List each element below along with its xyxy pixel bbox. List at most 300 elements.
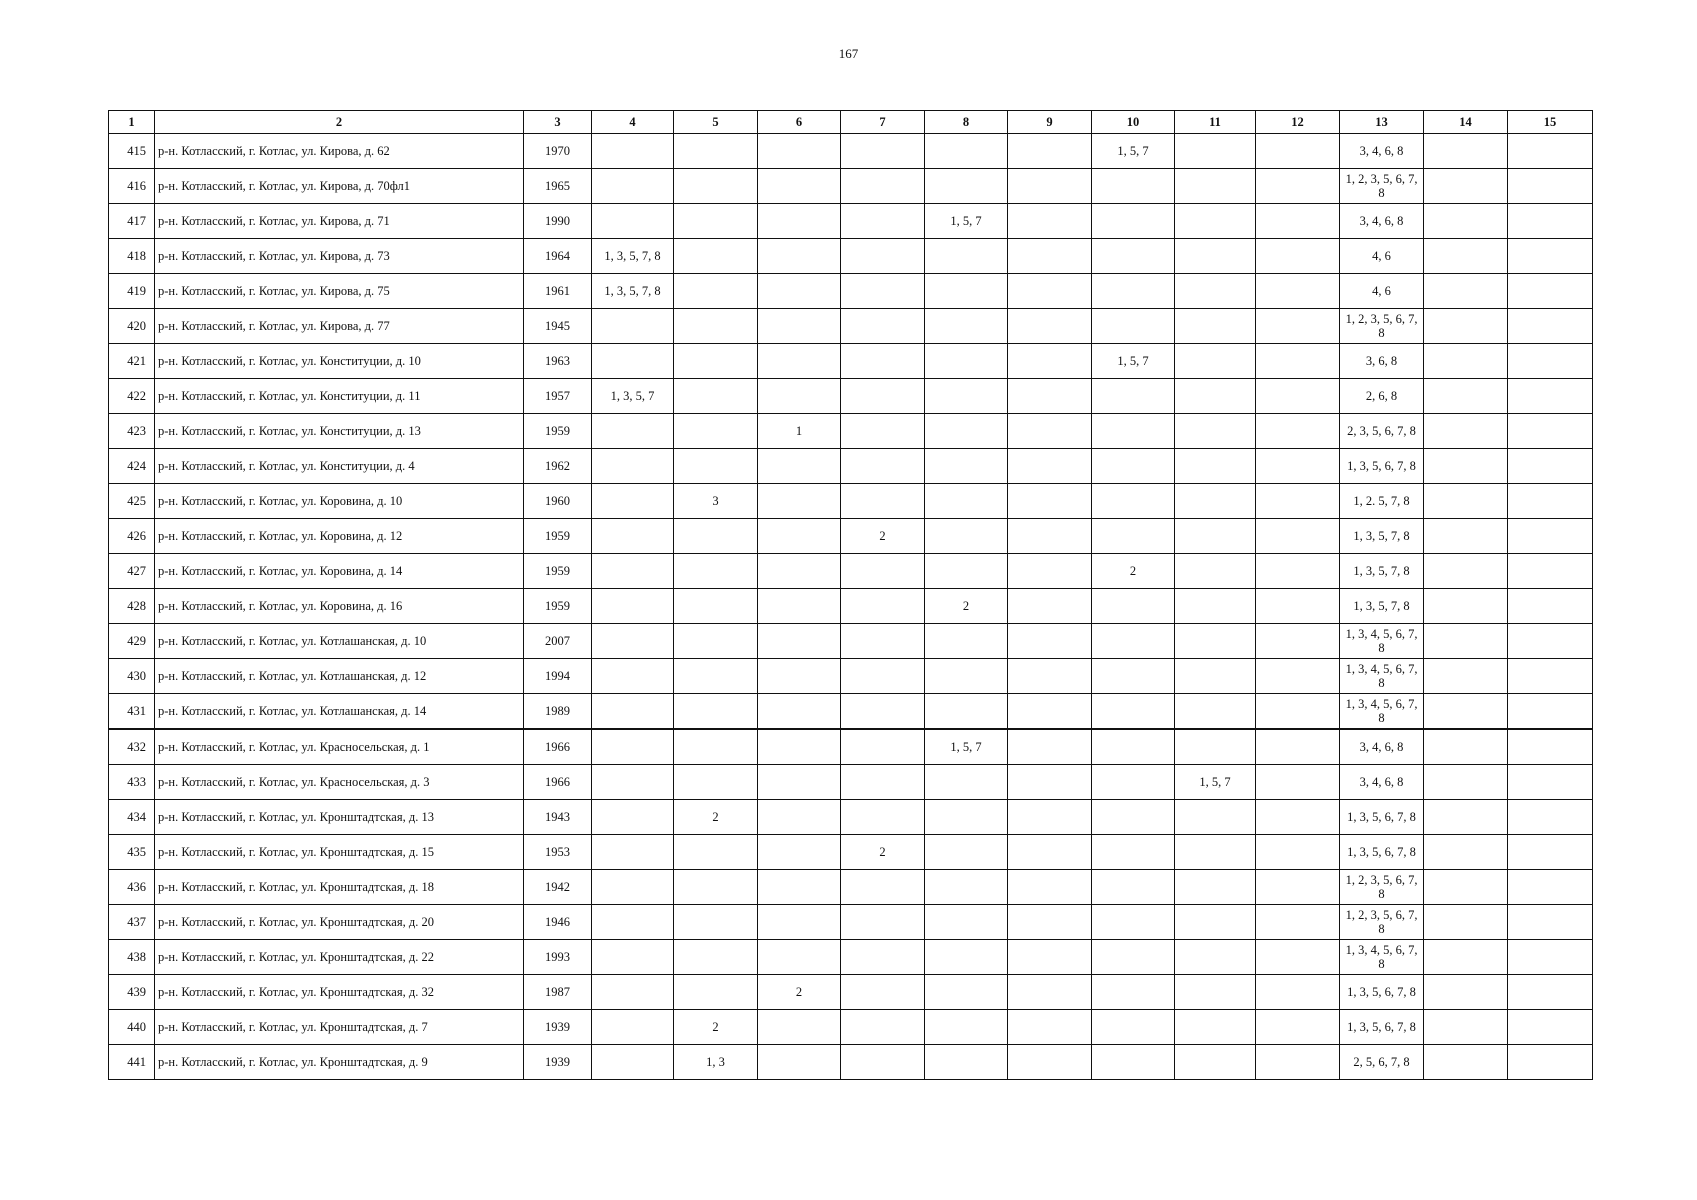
- cell-col-12: [1256, 414, 1340, 449]
- cell-col-15: [1508, 484, 1593, 519]
- cell-col-10: [1092, 870, 1175, 905]
- cell-col-9: [1008, 800, 1092, 835]
- cell-col-6: [758, 1010, 841, 1045]
- cell-col-9: [1008, 589, 1092, 624]
- cell-col-2: р-н. Котласский, г. Котлас, ул. Кирова, д. 77: [155, 309, 524, 344]
- cell-col-6: [758, 169, 841, 204]
- cell-col-13: 1, 3, 4, 5, 6, 7, 8: [1340, 940, 1424, 975]
- cell-col-15: [1508, 905, 1593, 940]
- cell-col-4: [592, 835, 674, 870]
- cell-col-14: [1424, 309, 1508, 344]
- cell-col-1: 421: [109, 344, 155, 379]
- cell-col-4: [592, 554, 674, 589]
- table-row: [109, 519, 1593, 554]
- column-header-2: 2: [155, 111, 524, 134]
- cell-col-2: р-н. Котласский, г. Котлас, ул. Конституции, д. 10: [155, 344, 524, 379]
- cell-col-6: [758, 344, 841, 379]
- cell-col-8: [925, 870, 1008, 905]
- cell-col-11: [1175, 729, 1256, 765]
- cell-col-5: 2: [674, 800, 758, 835]
- cell-col-2: р-н. Котласский, г. Котлас, ул. Конституции, д. 4: [155, 449, 524, 484]
- cell-col-1: 415: [109, 134, 155, 169]
- table-row: [109, 975, 1593, 1010]
- cell-col-1: 439: [109, 975, 155, 1010]
- cell-col-10: [1092, 835, 1175, 870]
- cell-col-13: 2, 3, 5, 6, 7, 8: [1340, 414, 1424, 449]
- cell-col-11: [1175, 800, 1256, 835]
- cell-col-14: [1424, 379, 1508, 414]
- cell-col-7: [841, 589, 925, 624]
- cell-col-14: [1424, 694, 1508, 730]
- cell-col-11: [1175, 975, 1256, 1010]
- column-header-12: 12: [1256, 111, 1340, 134]
- cell-col-5: [674, 554, 758, 589]
- cell-col-1: 420: [109, 309, 155, 344]
- cell-col-7: [841, 870, 925, 905]
- table-row: [109, 274, 1593, 309]
- cell-col-5: [674, 414, 758, 449]
- cell-col-5: 1, 3: [674, 1045, 758, 1080]
- cell-col-11: [1175, 204, 1256, 239]
- cell-col-10: [1092, 589, 1175, 624]
- cell-col-10: [1092, 905, 1175, 940]
- cell-col-3: 1962: [524, 449, 592, 484]
- cell-col-4: [592, 729, 674, 765]
- table-row: [109, 134, 1593, 169]
- cell-col-2: р-н. Котласский, г. Котлас, ул. Конституции, д. 11: [155, 379, 524, 414]
- cell-col-5: [674, 519, 758, 554]
- cell-col-14: [1424, 274, 1508, 309]
- cell-col-14: [1424, 835, 1508, 870]
- cell-col-1: 433: [109, 765, 155, 800]
- cell-col-8: [925, 905, 1008, 940]
- cell-col-12: [1256, 239, 1340, 274]
- cell-col-12: [1256, 729, 1340, 765]
- cell-col-4: [592, 975, 674, 1010]
- cell-col-9: [1008, 1045, 1092, 1080]
- cell-col-8: [925, 379, 1008, 414]
- cell-col-1: 418: [109, 239, 155, 274]
- cell-col-15: [1508, 624, 1593, 659]
- cell-col-15: [1508, 765, 1593, 800]
- cell-col-1: 431: [109, 694, 155, 730]
- cell-col-9: [1008, 765, 1092, 800]
- cell-col-13: 2, 6, 8: [1340, 379, 1424, 414]
- cell-col-2: р-н. Котласский, г. Котлас, ул. Коровина, д. 12: [155, 519, 524, 554]
- cell-col-4: [592, 905, 674, 940]
- cell-col-7: [841, 379, 925, 414]
- cell-col-3: 1966: [524, 729, 592, 765]
- cell-col-8: [925, 274, 1008, 309]
- cell-col-1: 422: [109, 379, 155, 414]
- cell-col-3: 1994: [524, 659, 592, 694]
- cell-col-5: [674, 975, 758, 1010]
- cell-col-14: [1424, 800, 1508, 835]
- cell-col-2: р-н. Котласский, г. Котлас, ул. Коровина, д. 10: [155, 484, 524, 519]
- cell-col-13: 3, 4, 6, 8: [1340, 729, 1424, 765]
- cell-col-10: [1092, 379, 1175, 414]
- cell-col-4: [592, 1045, 674, 1080]
- cell-col-6: [758, 940, 841, 975]
- cell-col-2: р-н. Котласский, г. Котлас, ул. Конституции, д. 13: [155, 414, 524, 449]
- cell-col-15: [1508, 729, 1593, 765]
- cell-col-8: [925, 239, 1008, 274]
- cell-col-1: 440: [109, 1010, 155, 1045]
- cell-col-6: [758, 624, 841, 659]
- cell-col-5: [674, 134, 758, 169]
- cell-col-8: [925, 835, 1008, 870]
- cell-col-15: [1508, 449, 1593, 484]
- cell-col-12: [1256, 309, 1340, 344]
- cell-col-6: [758, 134, 841, 169]
- cell-col-9: [1008, 204, 1092, 239]
- cell-col-13: 1, 3, 4, 5, 6, 7, 8: [1340, 694, 1424, 730]
- cell-col-12: [1256, 519, 1340, 554]
- cell-col-11: [1175, 554, 1256, 589]
- cell-col-10: [1092, 449, 1175, 484]
- cell-col-8: [925, 765, 1008, 800]
- cell-col-2: р-н. Котласский, г. Котлас, ул. Красносельская, д. 3: [155, 765, 524, 800]
- cell-col-4: [592, 624, 674, 659]
- cell-col-9: [1008, 414, 1092, 449]
- cell-col-13: 4, 6: [1340, 239, 1424, 274]
- cell-col-7: [841, 940, 925, 975]
- cell-col-13: 4, 6: [1340, 274, 1424, 309]
- cell-col-2: р-н. Котласский, г. Котлас, ул. Кронштадтская, д. 18: [155, 870, 524, 905]
- cell-col-5: [674, 729, 758, 765]
- cell-col-3: 1959: [524, 589, 592, 624]
- cell-col-14: [1424, 1045, 1508, 1080]
- cell-col-1: 436: [109, 870, 155, 905]
- cell-col-8: [925, 624, 1008, 659]
- cell-col-2: р-н. Котласский, г. Котлас, ул. Кронштадтская, д. 32: [155, 975, 524, 1010]
- cell-col-1: 435: [109, 835, 155, 870]
- column-header-14: 14: [1424, 111, 1508, 134]
- cell-col-7: [841, 905, 925, 940]
- cell-col-8: [925, 484, 1008, 519]
- cell-col-2: р-н. Котласский, г. Котлас, ул. Кирова, д. 62: [155, 134, 524, 169]
- cell-col-12: [1256, 975, 1340, 1010]
- cell-col-6: [758, 484, 841, 519]
- table-body: [109, 134, 1593, 1080]
- cell-col-15: [1508, 169, 1593, 204]
- cell-col-1: 424: [109, 449, 155, 484]
- cell-col-9: [1008, 659, 1092, 694]
- table-row: [109, 169, 1593, 204]
- cell-col-14: [1424, 729, 1508, 765]
- cell-col-12: [1256, 379, 1340, 414]
- cell-col-15: [1508, 659, 1593, 694]
- cell-col-11: [1175, 870, 1256, 905]
- cell-col-4: [592, 1010, 674, 1045]
- cell-col-10: [1092, 729, 1175, 765]
- cell-col-7: [841, 1010, 925, 1045]
- cell-col-6: [758, 694, 841, 730]
- table-row: [109, 870, 1593, 905]
- cell-col-1: 416: [109, 169, 155, 204]
- cell-col-9: [1008, 940, 1092, 975]
- cell-col-4: 1, 3, 5, 7, 8: [592, 274, 674, 309]
- cell-col-4: [592, 694, 674, 730]
- cell-col-14: [1424, 765, 1508, 800]
- cell-col-15: [1508, 204, 1593, 239]
- cell-col-8: [925, 169, 1008, 204]
- table-row: [109, 835, 1593, 870]
- cell-col-2: р-н. Котласский, г. Котлас, ул. Коровина, д. 16: [155, 589, 524, 624]
- cell-col-7: [841, 729, 925, 765]
- cell-col-3: 1959: [524, 519, 592, 554]
- cell-col-6: [758, 379, 841, 414]
- cell-col-12: [1256, 554, 1340, 589]
- cell-col-3: 1990: [524, 204, 592, 239]
- cell-col-7: [841, 169, 925, 204]
- cell-col-14: [1424, 975, 1508, 1010]
- cell-col-8: 1, 5, 7: [925, 729, 1008, 765]
- cell-col-13: 1, 3, 5, 6, 7, 8: [1340, 975, 1424, 1010]
- cell-col-9: [1008, 344, 1092, 379]
- cell-col-5: [674, 169, 758, 204]
- cell-col-15: [1508, 519, 1593, 554]
- cell-col-8: 1, 5, 7: [925, 204, 1008, 239]
- cell-col-15: [1508, 694, 1593, 730]
- cell-col-11: [1175, 169, 1256, 204]
- cell-col-4: 1, 3, 5, 7, 8: [592, 239, 674, 274]
- cell-col-10: [1092, 484, 1175, 519]
- table-row: [109, 905, 1593, 940]
- cell-col-3: 1942: [524, 870, 592, 905]
- cell-col-10: [1092, 309, 1175, 344]
- cell-col-1: 429: [109, 624, 155, 659]
- cell-col-1: 426: [109, 519, 155, 554]
- cell-col-9: [1008, 519, 1092, 554]
- cell-col-12: [1256, 589, 1340, 624]
- cell-col-3: 1964: [524, 239, 592, 274]
- cell-col-5: [674, 870, 758, 905]
- address-register-table: [108, 110, 1593, 1080]
- cell-col-12: [1256, 274, 1340, 309]
- cell-col-8: [925, 659, 1008, 694]
- cell-col-13: 1, 2, 3, 5, 6, 7, 8: [1340, 905, 1424, 940]
- cell-col-11: [1175, 414, 1256, 449]
- cell-col-6: [758, 589, 841, 624]
- column-header-4: 4: [592, 111, 674, 134]
- cell-col-3: 1963: [524, 344, 592, 379]
- cell-col-7: [841, 134, 925, 169]
- cell-col-2: р-н. Котласский, г. Котлас, ул. Котлашанская, д. 12: [155, 659, 524, 694]
- cell-col-11: [1175, 239, 1256, 274]
- cell-col-14: [1424, 204, 1508, 239]
- column-header-10: 10: [1092, 111, 1175, 134]
- column-header-3: 3: [524, 111, 592, 134]
- cell-col-12: [1256, 870, 1340, 905]
- cell-col-14: [1424, 554, 1508, 589]
- cell-col-14: [1424, 449, 1508, 484]
- cell-col-5: [674, 274, 758, 309]
- cell-col-6: [758, 765, 841, 800]
- cell-col-4: [592, 519, 674, 554]
- cell-col-5: 3: [674, 484, 758, 519]
- cell-col-6: [758, 1045, 841, 1080]
- cell-col-6: [758, 274, 841, 309]
- cell-col-14: [1424, 905, 1508, 940]
- cell-col-8: [925, 975, 1008, 1010]
- cell-col-5: [674, 694, 758, 730]
- cell-col-5: [674, 624, 758, 659]
- cell-col-3: 1959: [524, 554, 592, 589]
- cell-col-15: [1508, 800, 1593, 835]
- cell-col-5: 2: [674, 1010, 758, 1045]
- table-row: [109, 239, 1593, 274]
- cell-col-1: 438: [109, 940, 155, 975]
- column-header-5: 5: [674, 111, 758, 134]
- cell-col-13: 1, 3, 5, 6, 7, 8: [1340, 800, 1424, 835]
- cell-col-10: [1092, 519, 1175, 554]
- cell-col-9: [1008, 379, 1092, 414]
- cell-col-13: 3, 4, 6, 8: [1340, 765, 1424, 800]
- cell-col-6: [758, 554, 841, 589]
- cell-col-12: [1256, 800, 1340, 835]
- cell-col-12: [1256, 169, 1340, 204]
- cell-col-7: [841, 975, 925, 1010]
- cell-col-3: 1961: [524, 274, 592, 309]
- cell-col-14: [1424, 519, 1508, 554]
- cell-col-11: [1175, 274, 1256, 309]
- cell-col-11: [1175, 624, 1256, 659]
- cell-col-11: [1175, 659, 1256, 694]
- cell-col-11: [1175, 379, 1256, 414]
- cell-col-7: [841, 800, 925, 835]
- column-header-7: 7: [841, 111, 925, 134]
- cell-col-5: [674, 449, 758, 484]
- cell-col-1: 434: [109, 800, 155, 835]
- cell-col-4: [592, 940, 674, 975]
- cell-col-9: [1008, 239, 1092, 274]
- table-row: [109, 484, 1593, 519]
- cell-col-15: [1508, 940, 1593, 975]
- cell-col-6: [758, 239, 841, 274]
- cell-col-13: 1, 3, 5, 6, 7, 8: [1340, 1010, 1424, 1045]
- cell-col-15: [1508, 239, 1593, 274]
- table-row: [109, 624, 1593, 659]
- cell-col-3: 1959: [524, 414, 592, 449]
- cell-col-5: [674, 835, 758, 870]
- cell-col-15: [1508, 274, 1593, 309]
- cell-col-14: [1424, 589, 1508, 624]
- table-row: [109, 379, 1593, 414]
- cell-col-3: 1939: [524, 1010, 592, 1045]
- cell-col-3: 1953: [524, 835, 592, 870]
- cell-col-13: 3, 6, 8: [1340, 344, 1424, 379]
- cell-col-13: 3, 4, 6, 8: [1340, 134, 1424, 169]
- cell-col-11: [1175, 484, 1256, 519]
- table-row: [109, 449, 1593, 484]
- cell-col-2: р-н. Котласский, г. Котлас, ул. Кирова, д. 71: [155, 204, 524, 239]
- cell-col-11: [1175, 1045, 1256, 1080]
- cell-col-2: р-н. Котласский, г. Котлас, ул. Кирова, д. 73: [155, 239, 524, 274]
- table-row: [109, 414, 1593, 449]
- cell-col-13: 1, 3, 5, 7, 8: [1340, 554, 1424, 589]
- table-row: [109, 940, 1593, 975]
- cell-col-5: [674, 940, 758, 975]
- cell-col-11: [1175, 134, 1256, 169]
- cell-col-15: [1508, 835, 1593, 870]
- column-header-9: 9: [1008, 111, 1092, 134]
- cell-col-11: [1175, 905, 1256, 940]
- cell-col-15: [1508, 554, 1593, 589]
- cell-col-7: [841, 624, 925, 659]
- cell-col-7: [841, 239, 925, 274]
- cell-col-15: [1508, 309, 1593, 344]
- cell-col-8: [925, 554, 1008, 589]
- cell-col-12: [1256, 694, 1340, 730]
- cell-col-7: 2: [841, 519, 925, 554]
- cell-col-9: [1008, 694, 1092, 730]
- cell-col-5: [674, 659, 758, 694]
- cell-col-8: [925, 940, 1008, 975]
- column-header-11: 11: [1175, 111, 1256, 134]
- cell-col-14: [1424, 659, 1508, 694]
- cell-col-2: р-н. Котласский, г. Котлас, ул. Кронштадтская, д. 13: [155, 800, 524, 835]
- cell-col-7: [841, 694, 925, 730]
- cell-col-7: [841, 554, 925, 589]
- table-row: [109, 1045, 1593, 1080]
- cell-col-7: [841, 659, 925, 694]
- cell-col-6: 1: [758, 414, 841, 449]
- table-row: [109, 659, 1593, 694]
- cell-col-8: [925, 1010, 1008, 1045]
- cell-col-4: [592, 589, 674, 624]
- cell-col-13: 2, 5, 6, 7, 8: [1340, 1045, 1424, 1080]
- cell-col-2: р-н. Котласский, г. Котлас, ул. Кронштадтская, д. 9: [155, 1045, 524, 1080]
- cell-col-3: 2007: [524, 624, 592, 659]
- cell-col-7: [841, 484, 925, 519]
- cell-col-15: [1508, 134, 1593, 169]
- cell-col-8: [925, 309, 1008, 344]
- cell-col-6: [758, 204, 841, 239]
- cell-col-12: [1256, 659, 1340, 694]
- cell-col-5: [674, 239, 758, 274]
- cell-col-4: [592, 484, 674, 519]
- cell-col-5: [674, 344, 758, 379]
- column-header-13: 13: [1340, 111, 1424, 134]
- cell-col-10: [1092, 169, 1175, 204]
- cell-col-7: [841, 449, 925, 484]
- cell-col-15: [1508, 379, 1593, 414]
- cell-col-10: [1092, 239, 1175, 274]
- cell-col-7: [841, 765, 925, 800]
- cell-col-9: [1008, 624, 1092, 659]
- cell-col-1: 430: [109, 659, 155, 694]
- cell-col-3: 1966: [524, 765, 592, 800]
- cell-col-10: [1092, 765, 1175, 800]
- cell-col-13: 3, 4, 6, 8: [1340, 204, 1424, 239]
- cell-col-13: 1, 3, 5, 6, 7, 8: [1340, 449, 1424, 484]
- cell-col-7: [841, 344, 925, 379]
- column-header-1: 1: [109, 111, 155, 134]
- column-header-15: 15: [1508, 111, 1593, 134]
- cell-col-6: [758, 905, 841, 940]
- cell-col-14: [1424, 169, 1508, 204]
- cell-col-3: 1943: [524, 800, 592, 835]
- cell-col-8: [925, 344, 1008, 379]
- cell-col-10: [1092, 1010, 1175, 1045]
- table-row: [109, 204, 1593, 239]
- cell-col-2: р-н. Котласский, г. Котлас, ул. Кронштадтская, д. 22: [155, 940, 524, 975]
- cell-col-12: [1256, 449, 1340, 484]
- cell-col-12: [1256, 1010, 1340, 1045]
- column-header-8: 8: [925, 111, 1008, 134]
- cell-col-12: [1256, 204, 1340, 239]
